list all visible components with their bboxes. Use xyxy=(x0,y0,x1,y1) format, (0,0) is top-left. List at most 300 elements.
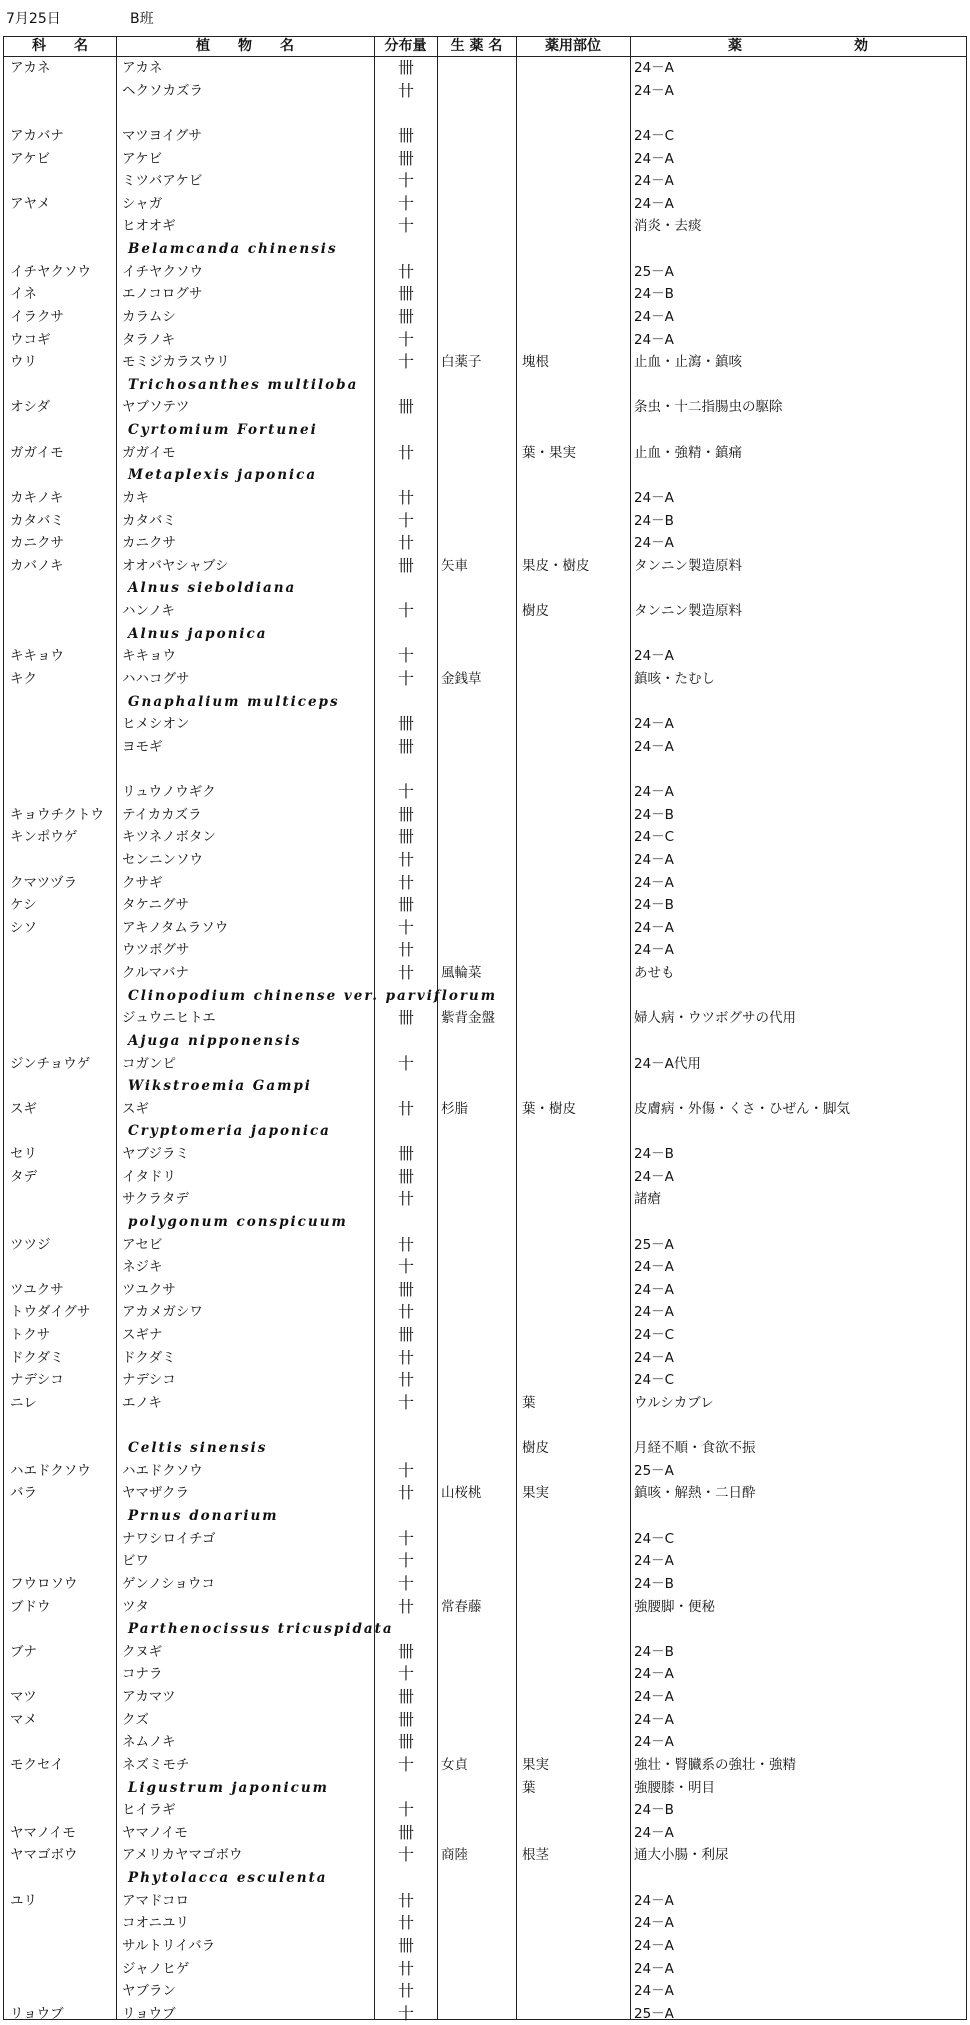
family-cell: ツツジ xyxy=(10,1236,51,1253)
distribution-cell: 卄 xyxy=(397,872,414,892)
plant-name-cell: イタドリ xyxy=(122,1168,176,1185)
family-cell: シソ xyxy=(10,919,37,936)
scientific-name-row xyxy=(4,985,966,1008)
efficacy-cell: 24－A xyxy=(634,942,674,959)
col-header-distribution: 分布量 xyxy=(384,38,427,54)
efficacy-cell: 通大小腸・利尿 xyxy=(634,1847,729,1864)
plant-name-cell: ヤマノイモ xyxy=(122,1824,188,1841)
distribution-cell: 卌 xyxy=(397,1935,414,1955)
efficacy-cell: 24－A xyxy=(634,874,674,891)
table-row xyxy=(4,1596,966,1619)
table-row xyxy=(4,781,966,804)
plant-name-cell: コナラ xyxy=(122,1666,163,1683)
distribution-cell: 卌 xyxy=(397,804,414,824)
table-body xyxy=(4,57,966,2025)
distribution-cell: 卌 xyxy=(397,284,414,304)
table-row xyxy=(4,306,966,329)
crude-drug-cell: 紫背金盤 xyxy=(441,1010,495,1027)
plant-name-cell: サルトリイバラ xyxy=(122,1937,216,1954)
plant-name-cell: ナワシロイチゴ xyxy=(122,1530,216,1547)
table-row xyxy=(4,1980,966,2003)
efficacy-cell: 24－A xyxy=(634,1349,674,1366)
col-header-plant: 植 物 名 xyxy=(196,38,294,54)
col-header-crude-drug: 生 薬 名 xyxy=(450,38,503,54)
plant-name-cell: ビワ xyxy=(122,1553,149,1570)
efficacy-cell: 諸瘡 xyxy=(634,1191,661,1208)
family-cell: マツ xyxy=(10,1689,37,1705)
plant-name-cell: クズ xyxy=(122,1711,149,1728)
part-used-cell: 葉 xyxy=(522,1394,536,1411)
distribution-cell: 十 xyxy=(397,646,414,666)
part-used-cell: 果実 xyxy=(522,1756,549,1773)
distribution-cell: 卄 xyxy=(397,442,414,462)
distribution-cell: 卌 xyxy=(397,397,414,417)
plant-name-cell: アキノタムラソウ xyxy=(122,919,229,936)
plant-name-cell: ヒオオギ xyxy=(122,218,176,235)
efficacy-cell: 24－C xyxy=(634,1372,675,1389)
distribution-cell: 十 xyxy=(397,1528,414,1548)
efficacy-cell: 24－C xyxy=(634,127,675,144)
family-cell: ブドウ xyxy=(10,1598,51,1615)
efficacy-cell: 24－A xyxy=(634,331,674,348)
efficacy-cell: 25－A xyxy=(634,263,674,280)
scientific-name-row xyxy=(4,1777,966,1800)
plant-name-cell: タケニグサ xyxy=(122,897,189,914)
scientific-name: Metaplexis japonica xyxy=(128,467,318,484)
plant-name-cell: ヒメシオン xyxy=(122,716,190,733)
scientific-name: Trichosanthes multiloba xyxy=(128,376,359,393)
plant-name-cell: ネズミモチ xyxy=(122,1756,190,1773)
crude-drug-cell: 山桜桃 xyxy=(441,1485,482,1502)
table-row xyxy=(4,1482,966,1505)
scientific-name: Phytolacca esculenta xyxy=(128,1870,328,1886)
scientific-name-row xyxy=(4,1618,966,1641)
plant-name-cell: ツユクサ xyxy=(122,1281,176,1298)
plant-name-cell: エノキ xyxy=(122,1394,162,1411)
plant-name-cell: タラノキ xyxy=(122,331,176,348)
efficacy-cell: 24－B xyxy=(634,286,674,303)
col-header-efficacy: 薬 効 xyxy=(728,38,868,54)
table-row xyxy=(4,917,966,940)
efficacy-cell: 24－A xyxy=(634,1553,674,1570)
distribution-cell: 卄 xyxy=(397,1483,414,1503)
efficacy-cell: 24－A xyxy=(634,784,674,800)
distribution-cell: 十 xyxy=(397,1460,414,1480)
distribution-cell: 卌 xyxy=(397,1008,414,1028)
plant-name-cell: ジュウニヒトエ xyxy=(122,1010,216,1027)
table-row xyxy=(4,872,966,895)
part-used-cell: 果皮・樹皮 xyxy=(522,557,590,574)
table-row xyxy=(4,713,966,736)
table-row xyxy=(4,1234,966,1257)
table-row xyxy=(4,1256,966,1279)
family-cell: ハエドクソウ xyxy=(10,1462,91,1479)
table-row xyxy=(4,962,966,985)
efficacy-cell: 24－C xyxy=(634,1530,675,1547)
table-row xyxy=(4,804,966,827)
distribution-cell: 卌 xyxy=(397,1732,414,1752)
scientific-name: Parthenocissus tricuspidata xyxy=(128,1621,394,1638)
crude-drug-cell: 金銭草 xyxy=(441,670,482,687)
efficacy-cell: 24－B xyxy=(634,1575,674,1592)
distribution-cell: 卌 xyxy=(397,714,414,734)
plant-name-cell: キツネノボタン xyxy=(122,829,216,846)
table-row xyxy=(4,1053,966,1076)
efficacy-cell: 婦人病・ウツボグサの代用 xyxy=(634,1010,796,1027)
scientific-name: Cyrtomium Fortunei xyxy=(128,422,318,438)
efficacy-cell: 24－A xyxy=(634,489,674,506)
efficacy-cell: 24－A xyxy=(634,1259,674,1276)
table-row xyxy=(4,329,966,352)
table-row xyxy=(4,1912,966,1935)
table-row xyxy=(4,1301,966,1324)
scientific-name-row xyxy=(4,577,966,600)
table-row xyxy=(4,1890,966,1913)
table-row xyxy=(4,1528,966,1551)
efficacy-cell: 24－C xyxy=(634,1327,675,1343)
distribution-cell: 十 xyxy=(397,510,414,530)
table-row xyxy=(4,261,966,284)
table-row xyxy=(4,80,966,103)
group-label: B班 xyxy=(130,11,154,27)
family-cell: トウダイグサ xyxy=(10,1304,91,1321)
plant-name-cell: ツタ xyxy=(122,1598,149,1615)
efficacy-cell: 月経不順・食欲不振 xyxy=(634,1440,756,1457)
efficacy-cell: 24－A xyxy=(634,150,674,167)
efficacy-cell: 24－A xyxy=(634,308,674,325)
plant-name-cell: カラムシ xyxy=(122,308,176,325)
table-row xyxy=(4,148,966,171)
efficacy-cell: 24－A xyxy=(634,738,674,755)
distribution-cell: 十 xyxy=(397,329,414,349)
family-cell: クマツヅラ xyxy=(10,874,78,891)
plant-name-cell: ヘクソカズラ xyxy=(122,82,203,99)
family-cell: オシダ xyxy=(10,399,50,416)
distribution-cell: 十 xyxy=(397,171,414,191)
distribution-cell: 卌 xyxy=(397,58,414,77)
distribution-cell: 十 xyxy=(397,1800,414,1820)
plant-name-cell: カキ xyxy=(122,489,149,506)
family-cell: タデ xyxy=(10,1168,37,1185)
plant-name-cell: ヨモギ xyxy=(122,738,163,755)
table-row xyxy=(4,1550,966,1573)
family-cell: アヤメ xyxy=(10,195,51,212)
distribution-cell: 十 xyxy=(397,1257,414,1277)
plant-name-cell: ドクダミ xyxy=(122,1349,176,1366)
family-cell: バラ xyxy=(10,1485,37,1502)
family-cell: トクサ xyxy=(10,1327,51,1343)
efficacy-cell: 24－A代用 xyxy=(634,1055,701,1072)
efficacy-cell: 24－B xyxy=(634,806,674,823)
plant-name-cell: ネムノキ xyxy=(122,1734,176,1751)
table-row xyxy=(4,1663,966,1686)
efficacy-cell: 24－B xyxy=(634,1146,674,1162)
efficacy-cell: 24－A xyxy=(634,1734,674,1751)
plant-name-cell: アカネ xyxy=(122,60,163,76)
scientific-name-row xyxy=(4,238,966,261)
efficacy-cell: 24－A xyxy=(634,1960,674,1977)
family-cell: ユリ xyxy=(10,1892,37,1909)
distribution-cell: 卄 xyxy=(397,1189,414,1209)
scientific-name: Ligustrum japonicum xyxy=(128,1779,329,1796)
spacer-row xyxy=(4,102,966,125)
scientific-name: Celtis sinensis xyxy=(128,1440,268,1457)
efficacy-cell: 24－A xyxy=(634,1937,674,1954)
crude-drug-cell: 風輪菜 xyxy=(441,965,482,981)
efficacy-cell: タンニン製造原料 xyxy=(634,603,742,619)
plant-name-cell: シャガ xyxy=(122,195,163,212)
table-row xyxy=(4,1686,966,1709)
scientific-name-row xyxy=(4,1437,966,1460)
efficacy-cell: 24－A xyxy=(634,851,674,868)
plant-name-cell: イチヤクソウ xyxy=(122,263,203,280)
scientific-name-row xyxy=(4,419,966,442)
family-cell: ヤマノイモ xyxy=(10,1824,76,1841)
plant-name-cell: ハンノキ xyxy=(122,603,175,619)
efficacy-cell: 強腰脚・便秘 xyxy=(634,1598,715,1615)
family-cell: アケビ xyxy=(10,150,51,167)
distribution-cell: 卌 xyxy=(397,1166,414,1186)
efficacy-cell: タンニン製造原料 xyxy=(634,557,742,574)
family-cell: ツユクサ xyxy=(10,1281,64,1298)
family-cell: キンポウゲ xyxy=(10,829,78,846)
plant-name-cell: アセビ xyxy=(122,1236,163,1253)
plant-name-cell: ヤマザクラ xyxy=(122,1485,189,1502)
table-row xyxy=(4,1324,966,1347)
scientific-name-row xyxy=(4,623,966,646)
plant-name-cell: アメリカヤマゴボウ xyxy=(122,1847,243,1864)
distribution-cell: 卌 xyxy=(397,1325,414,1344)
part-used-cell: 葉 xyxy=(522,1779,536,1796)
efficacy-cell: 24－B xyxy=(634,1802,674,1819)
efficacy-cell: 強壮・腎臓系の強壮・強精 xyxy=(634,1756,796,1773)
distribution-cell: 十 xyxy=(397,1845,414,1865)
part-used-cell: 樹皮 xyxy=(522,1440,549,1457)
table-row xyxy=(4,1098,966,1121)
family-cell: キキョウ xyxy=(10,648,64,665)
table-row xyxy=(4,1731,966,1754)
family-cell: ドクダミ xyxy=(10,1349,64,1366)
plant-name-cell: テイカカズラ xyxy=(122,806,202,823)
family-cell: カタバミ xyxy=(10,512,64,529)
scientific-name: Prnus donarium xyxy=(128,1508,279,1524)
table-row xyxy=(4,1188,966,1211)
table-row xyxy=(4,1573,966,1596)
efficacy-cell: 24－A xyxy=(634,1711,674,1728)
table-row xyxy=(4,1935,966,1958)
crude-drug-cell: 杉脂 xyxy=(441,1100,468,1117)
distribution-cell: 十 xyxy=(397,1392,414,1412)
family-cell: ケシ xyxy=(10,897,37,914)
plant-name-cell: コオニユリ xyxy=(122,1915,189,1932)
part-used-cell: 葉・樹皮 xyxy=(522,1100,576,1117)
table-header-row xyxy=(4,37,966,56)
distribution-cell: 十 xyxy=(397,216,414,236)
plant-name-cell: クルマバナ xyxy=(122,965,189,981)
distribution-cell: 卌 xyxy=(397,555,414,575)
efficacy-cell: 25－A xyxy=(634,1236,674,1253)
efficacy-cell: 24－A xyxy=(634,716,674,733)
distribution-cell: 卌 xyxy=(397,1279,414,1299)
family-cell: フウロソウ xyxy=(10,1575,78,1592)
distribution-cell: 十 xyxy=(397,2003,414,2023)
plant-name-cell: カタバミ xyxy=(122,512,176,529)
distribution-cell: 卄 xyxy=(397,1958,414,1978)
table-row xyxy=(4,645,966,668)
spacer-row xyxy=(4,758,966,781)
table-row xyxy=(4,736,966,759)
distribution-cell: 卌 xyxy=(397,827,414,847)
distribution-cell: 卄 xyxy=(397,1370,414,1390)
efficacy-cell: 24－A xyxy=(634,82,674,99)
distribution-cell: 卄 xyxy=(397,80,414,100)
efficacy-cell: 24－A xyxy=(634,195,674,212)
family-cell: ウコギ xyxy=(10,331,51,348)
family-cell: アカバナ xyxy=(10,127,64,144)
plant-name-cell: ヒイラギ xyxy=(122,1802,176,1819)
plant-name-cell: クサギ xyxy=(122,874,163,891)
distribution-cell: 卄 xyxy=(397,1596,414,1616)
spacer-row xyxy=(4,1415,966,1438)
family-cell: イチヤクソウ xyxy=(10,263,91,280)
table-row xyxy=(4,532,966,555)
efficacy-cell: 24－A xyxy=(634,173,674,190)
efficacy-cell: 24－A xyxy=(634,1281,674,1298)
crude-drug-cell: 商陸 xyxy=(441,1847,468,1864)
family-cell: ウリ xyxy=(10,354,37,371)
plant-name-cell: モミジカラスウリ xyxy=(122,354,230,371)
table-row xyxy=(4,600,966,623)
scientific-name: Cryptomeria japonica xyxy=(128,1123,331,1140)
crude-drug-cell: 白薬子 xyxy=(441,354,482,371)
distribution-cell: 卌 xyxy=(397,125,414,145)
part-used-cell: 葉・果実 xyxy=(522,444,576,461)
part-used-cell: 果実 xyxy=(522,1485,549,1502)
efficacy-cell: 条虫・十二指腸虫の駆除 xyxy=(634,399,783,416)
plant-name-cell: ジャノヒゲ xyxy=(122,1960,190,1977)
distribution-cell: 卌 xyxy=(397,1709,414,1729)
table-row xyxy=(4,1844,966,1867)
distribution-cell: 十 xyxy=(397,917,414,937)
distribution-cell: 卄 xyxy=(397,1890,414,1910)
plant-name-cell: クヌギ xyxy=(122,1643,163,1660)
scientific-name-row xyxy=(4,1120,966,1143)
efficacy-cell: 24－A xyxy=(634,1304,674,1321)
plant-name-cell: ヤブジラミ xyxy=(122,1146,189,1162)
plant-name-cell: アケビ xyxy=(122,150,163,167)
scientific-name: Alnus sieboldiana xyxy=(128,580,297,597)
distribution-cell: 卌 xyxy=(397,1687,414,1706)
efficacy-cell: 24－A xyxy=(634,1689,674,1705)
family-cell: キク xyxy=(10,670,37,687)
page-header xyxy=(0,0,970,38)
efficacy-cell: 24－B xyxy=(634,897,674,914)
efficacy-cell: 皮膚病・外傷・くさ・ひぜん・脚気 xyxy=(634,1100,850,1117)
distribution-cell: 卄 xyxy=(397,940,414,960)
plant-name-cell: サクラタデ xyxy=(122,1191,189,1208)
distribution-cell: 卄 xyxy=(397,261,414,281)
plant-name-cell: スギナ xyxy=(122,1327,163,1343)
family-cell: ブナ xyxy=(10,1643,37,1660)
distribution-cell: 卄 xyxy=(397,1234,414,1254)
table-row xyxy=(4,555,966,578)
plant-name-cell: オオバヤシャブシ xyxy=(122,557,229,574)
table-row xyxy=(4,1392,966,1415)
plant-name-cell: ネジキ xyxy=(122,1259,163,1276)
distribution-cell: 十 xyxy=(397,193,414,213)
family-cell: イラクサ xyxy=(10,308,64,325)
table-row xyxy=(4,939,966,962)
table-row xyxy=(4,487,966,510)
part-used-cell: 根茎 xyxy=(522,1847,549,1864)
plant-name-cell: スギ xyxy=(122,1100,149,1117)
plant-name-cell: リョウブ xyxy=(122,2005,176,2022)
distribution-cell: 十 xyxy=(397,1551,414,1571)
distribution-cell: 十 xyxy=(397,601,414,620)
scientific-name: Gnaphalium multiceps xyxy=(128,693,340,710)
family-cell: モクセイ xyxy=(10,1756,64,1773)
table-row xyxy=(4,1279,966,1302)
family-cell: ガガイモ xyxy=(10,444,64,461)
table-row xyxy=(4,1958,966,1981)
table-row xyxy=(4,283,966,306)
table-row xyxy=(4,2003,966,2025)
crude-drug-cell: 矢車 xyxy=(441,557,468,574)
efficacy-cell: 鎮咳・たむし xyxy=(634,670,715,687)
scientific-name-row xyxy=(4,1211,966,1234)
efficacy-cell: 強腰膝・明目 xyxy=(634,1779,715,1796)
efficacy-cell: 24－A xyxy=(634,1983,674,2000)
efficacy-cell: 消炎・去痰 xyxy=(634,218,702,235)
table-row xyxy=(4,1369,966,1392)
scientific-name-row xyxy=(4,1867,966,1890)
scientific-name-row xyxy=(4,464,966,487)
family-cell: アカネ xyxy=(10,60,51,76)
efficacy-cell: あせも xyxy=(634,965,675,981)
scientific-name: Alnus japonica xyxy=(128,625,268,642)
family-cell: カニクサ xyxy=(10,535,64,552)
scientific-name: Clinopodium chinense ver. parviflorum xyxy=(128,987,498,1004)
plant-name-cell: ヤブソテツ xyxy=(122,399,190,416)
table-row xyxy=(4,826,966,849)
plant-name-cell: ヤブラン xyxy=(122,1983,176,2000)
scientific-name-row xyxy=(4,1030,966,1053)
plant-name-cell: ゲンノショウコ xyxy=(122,1575,215,1592)
plant-name-cell: ミツバアケビ xyxy=(122,173,203,190)
distribution-cell: 卄 xyxy=(397,487,414,507)
table-row xyxy=(4,1754,966,1777)
table-row xyxy=(4,668,966,691)
distribution-cell: 卄 xyxy=(397,533,414,553)
table-row xyxy=(4,215,966,238)
table-row xyxy=(4,1460,966,1483)
efficacy-cell: 止血・強精・鎮痛 xyxy=(634,444,742,461)
plant-name-cell: アマドコロ xyxy=(122,1892,189,1909)
scientific-name: Wikstroemia Gampi xyxy=(128,1078,312,1095)
distribution-cell: 卌 xyxy=(397,1641,414,1661)
distribution-cell: 卄 xyxy=(397,1981,414,2001)
plant-name-cell: ナデシコ xyxy=(122,1372,176,1389)
table-row xyxy=(4,351,966,374)
distribution-cell: 十 xyxy=(397,668,414,688)
crude-drug-cell: 常春藤 xyxy=(441,1598,482,1615)
efficacy-cell: 24－B xyxy=(634,512,674,529)
table-row xyxy=(4,1347,966,1370)
table-row xyxy=(4,193,966,216)
family-cell: ヤマゴボウ xyxy=(10,1847,78,1864)
efficacy-cell: 25－A xyxy=(634,1462,674,1479)
distribution-cell: 十 xyxy=(397,1053,414,1073)
